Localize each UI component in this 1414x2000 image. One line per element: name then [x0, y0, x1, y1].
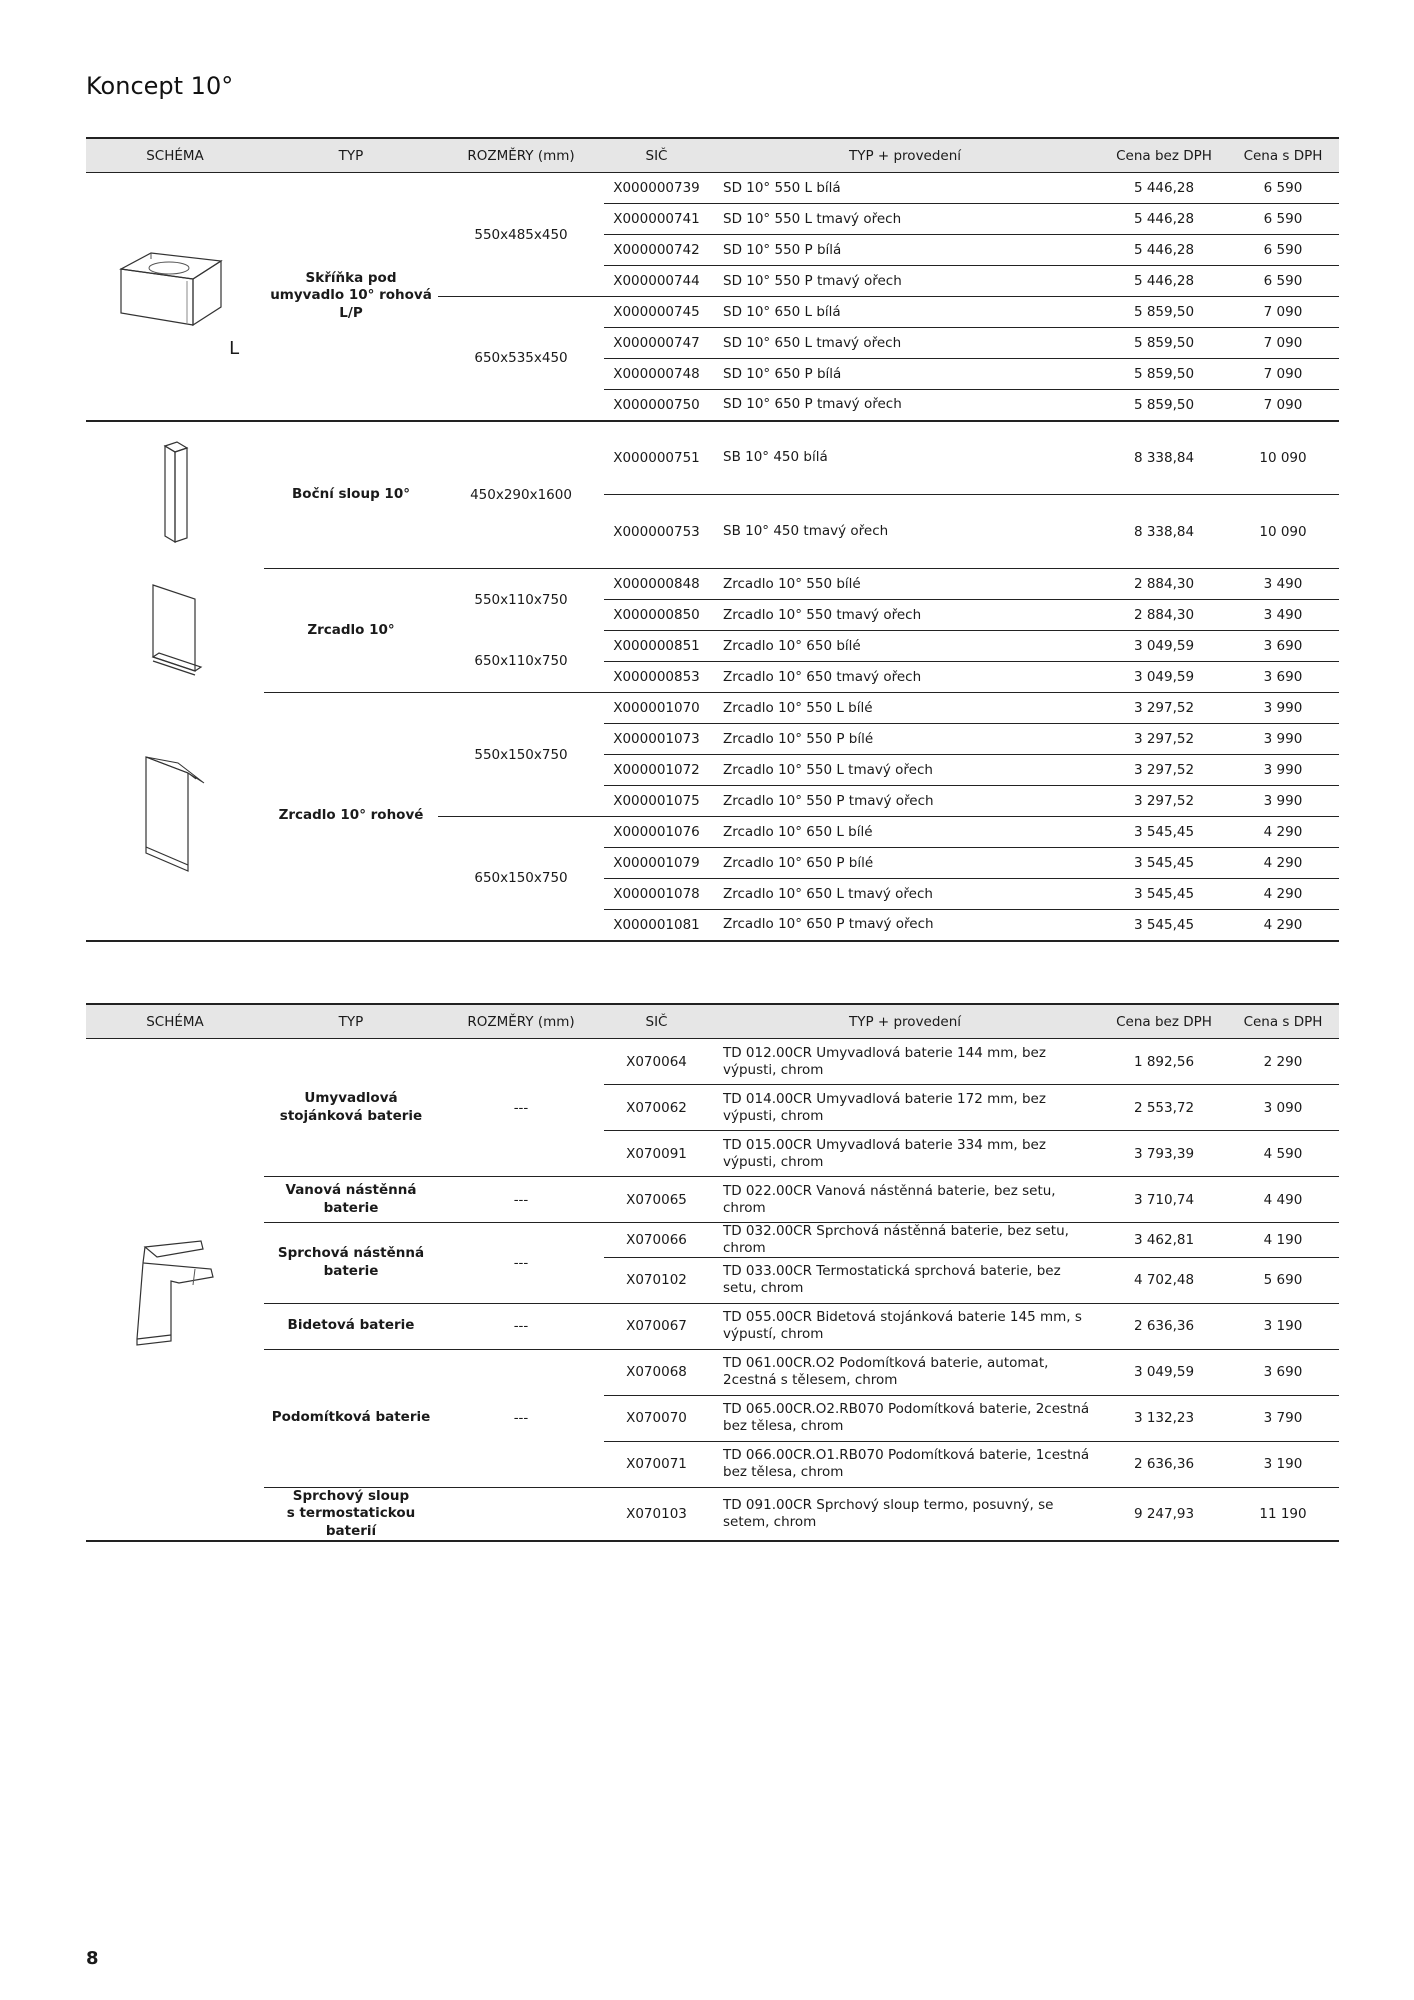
product-desc: Zrcadlo 10° 550 L tmavý ořech [709, 755, 1101, 786]
rozmery-cell: 450x290x1600 [438, 421, 604, 569]
sic-code: X000001081 [604, 910, 709, 941]
price-gross: 3 090 [1227, 1085, 1339, 1131]
price-net: 2 884,30 [1101, 569, 1227, 600]
price-gross: 3 690 [1227, 662, 1339, 693]
rozmery-cell: --- [438, 1223, 604, 1304]
price-gross: 4 190 [1227, 1223, 1339, 1258]
price-net: 5 859,50 [1101, 359, 1227, 390]
price-gross: 6 590 [1227, 173, 1339, 204]
typ-cell: Bidetová baterie [264, 1303, 438, 1349]
schema-cell [86, 1039, 264, 1542]
price-gross: 10 090 [1227, 421, 1339, 495]
table-row [86, 1177, 1339, 1223]
product-desc: Zrcadlo 10° 650 P bílé [709, 848, 1101, 879]
price-gross: 3 690 [1227, 1349, 1339, 1395]
price-gross: 3 190 [1227, 1303, 1339, 1349]
product-desc: TD 066.00CR.O1.RB070 Podomítková baterie, 1cestná bez tělesa, chrom [709, 1441, 1101, 1487]
sic-code: X070102 [604, 1257, 709, 1303]
corner-mirror-icon [130, 749, 220, 883]
price-gross: 3 990 [1227, 786, 1339, 817]
rozmery-cell: --- [438, 1177, 604, 1223]
price-gross: 4 290 [1227, 848, 1339, 879]
price-net: 3 545,45 [1101, 879, 1227, 910]
price-net: 2 884,30 [1101, 600, 1227, 631]
price-net: 3 049,59 [1101, 662, 1227, 693]
sic-code: X000000751 [604, 421, 709, 495]
product-desc: TD 065.00CR.O2.RB070 Podomítková baterie, 2cestná bez tělesa, chrom [709, 1395, 1101, 1441]
product-desc: Zrcadlo 10° 550 L bílé [709, 693, 1101, 724]
product-desc: TD 012.00CR Umyvadlová baterie 144 mm, bez výpusti, chrom [709, 1039, 1101, 1085]
sic-code: X000000753 [604, 495, 709, 569]
table-row [86, 1487, 1339, 1541]
table-row [86, 173, 1339, 204]
header-schema: SCHÉMA [86, 138, 264, 173]
corner-cabinet-icon [111, 239, 231, 353]
price-net: 5 859,50 [1101, 297, 1227, 328]
typ-cell: Zrcadlo 10° [264, 569, 438, 693]
price-gross: 2 290 [1227, 1039, 1339, 1085]
price-net: 3 545,45 [1101, 910, 1227, 941]
product-desc: TD 033.00CR Termostatická sprchová baterie, bez setu, chrom [709, 1257, 1101, 1303]
price-net: 3 297,52 [1101, 693, 1227, 724]
price-gross: 3 990 [1227, 724, 1339, 755]
product-desc: SD 10° 550 L tmavý ořech [709, 204, 1101, 235]
sic-code: X070064 [604, 1039, 709, 1085]
product-desc: SD 10° 650 L bílá [709, 297, 1101, 328]
price-gross: 7 090 [1227, 328, 1339, 359]
product-desc: SB 10° 450 bílá [709, 421, 1101, 495]
header-typ: TYP [264, 138, 438, 173]
price-gross: 6 590 [1227, 235, 1339, 266]
product-desc: SD 10° 650 P bílá [709, 359, 1101, 390]
price-net: 5 446,28 [1101, 173, 1227, 204]
price-gross: 5 690 [1227, 1257, 1339, 1303]
price-gross: 3 190 [1227, 1441, 1339, 1487]
rozmery-cell: 550x485x450 [438, 173, 604, 297]
rozmery-cell [438, 1487, 604, 1541]
header-sic: SIČ [604, 138, 709, 173]
price-gross: 7 090 [1227, 359, 1339, 390]
product-desc: SD 10° 650 P tmavý ořech [709, 390, 1101, 421]
header-price-gross: Cena s DPH [1227, 138, 1339, 173]
price-gross: 11 190 [1227, 1487, 1339, 1541]
price-net: 5 446,28 [1101, 204, 1227, 235]
sic-code: X000000850 [604, 600, 709, 631]
sic-code: X000000750 [604, 390, 709, 421]
typ-cell: Umyvadlová stojánková baterie [264, 1039, 438, 1177]
price-net: 5 446,28 [1101, 235, 1227, 266]
sic-code: X070071 [604, 1441, 709, 1487]
sic-code: X070065 [604, 1177, 709, 1223]
schema-cell [86, 569, 264, 693]
price-gross: 4 290 [1227, 817, 1339, 848]
table-header-row [86, 1004, 1339, 1039]
price-net: 3 545,45 [1101, 848, 1227, 879]
table-row [86, 569, 1339, 600]
typ-cell: Vanová nástěnná baterie [264, 1177, 438, 1223]
typ-cell: Skříňka pod umyvadlo 10° rohová L/P [264, 173, 438, 421]
sic-code: X000001076 [604, 817, 709, 848]
header-price-net: Cena bez DPH [1101, 138, 1227, 173]
price-gross: 7 090 [1227, 297, 1339, 328]
product-desc: SD 10° 550 P tmavý ořech [709, 266, 1101, 297]
side-column-icon [145, 438, 205, 552]
sic-code: X000001075 [604, 786, 709, 817]
price-gross: 4 290 [1227, 879, 1339, 910]
sic-code: X000001073 [604, 724, 709, 755]
sic-code: X070103 [604, 1487, 709, 1541]
product-desc: Zrcadlo 10° 650 P tmavý ořech [709, 910, 1101, 941]
rozmery-cell: 650x150x750 [438, 817, 604, 941]
price-net: 8 338,84 [1101, 421, 1227, 495]
price-gross: 6 590 [1227, 204, 1339, 235]
table-header-row [86, 138, 1339, 173]
sic-code: X000000745 [604, 297, 709, 328]
product-desc: Zrcadlo 10° 550 P tmavý ořech [709, 786, 1101, 817]
price-net: 2 636,36 [1101, 1441, 1227, 1487]
product-desc: Zrcadlo 10° 550 tmavý ořech [709, 600, 1101, 631]
product-desc: TD 032.00CR Sprchová nástěnná baterie, bez setu, chrom [709, 1223, 1101, 1258]
price-net: 3 710,74 [1101, 1177, 1227, 1223]
sic-code: X000000848 [604, 569, 709, 600]
sic-code: X000000742 [604, 235, 709, 266]
rozmery-cell: 550x110x750 [474, 591, 568, 608]
header-typ: TYP [264, 1004, 438, 1039]
rozmery-cell: 650x110x750 [438, 631, 604, 693]
sic-code: X000000744 [604, 266, 709, 297]
price-net: 3 132,23 [1101, 1395, 1227, 1441]
price-gross: 4 590 [1227, 1131, 1339, 1177]
typ-line-1: Sprchový sloup [292, 1487, 410, 1504]
typ-cell: Sprchová nástěnná baterie [264, 1223, 438, 1304]
sic-code: X000000748 [604, 359, 709, 390]
price-net: 2 553,72 [1101, 1085, 1227, 1131]
price-gross: 4 290 [1227, 910, 1339, 941]
rozmery-cell: --- [438, 1303, 604, 1349]
table-row [86, 693, 1339, 724]
typ-cell: Zrcadlo 10° rohové [264, 693, 438, 941]
rozmery-cell: --- [438, 1039, 604, 1177]
product-desc: Zrcadlo 10° 650 tmavý ořech [709, 662, 1101, 693]
price-net: 5 859,50 [1101, 328, 1227, 359]
price-gross: 3 490 [1227, 569, 1339, 600]
typ-line-2: s termostatickou baterií [286, 1505, 416, 1539]
price-net: 9 247,93 [1101, 1487, 1227, 1541]
sic-code: X070066 [604, 1223, 709, 1258]
price-gross: 6 590 [1227, 266, 1339, 297]
mirror-icon [135, 579, 215, 683]
table-row [86, 1303, 1339, 1349]
sic-code: X070062 [604, 1085, 709, 1131]
sic-code: X070067 [604, 1303, 709, 1349]
price-gross: 7 090 [1227, 390, 1339, 421]
product-desc: TD 091.00CR Sprchový sloup termo, posuvný, se setem, chrom [709, 1487, 1101, 1541]
price-net: 3 793,39 [1101, 1131, 1227, 1177]
product-desc: SD 10° 550 P bílá [709, 235, 1101, 266]
product-desc: SD 10° 550 L bílá [709, 173, 1101, 204]
product-desc: TD 022.00CR Vanová nástěnná baterie, bez setu, chrom [709, 1177, 1101, 1223]
price-net: 3 545,45 [1101, 817, 1227, 848]
sic-code: X000000853 [604, 662, 709, 693]
table-row [86, 1039, 1339, 1085]
sic-code: X000000747 [604, 328, 709, 359]
faucet-price-table [86, 1003, 1339, 1542]
price-net: 5 446,28 [1101, 266, 1227, 297]
typ-cell: Boční sloup 10° [264, 421, 438, 569]
price-net: 3 297,52 [1101, 724, 1227, 755]
price-net: 3 462,81 [1101, 1223, 1227, 1258]
sic-code: X000001078 [604, 879, 709, 910]
price-net: 3 297,52 [1101, 755, 1227, 786]
product-desc: TD 015.00CR Umyvadlová baterie 334 mm, bez výpusti, chrom [709, 1131, 1101, 1177]
header-price-net: Cena bez DPH [1101, 1004, 1227, 1039]
rozmery-cell: 650x535x450 [438, 297, 604, 421]
product-desc: Zrcadlo 10° 650 bílé [709, 631, 1101, 662]
schema-cell [86, 693, 264, 941]
schema-cell [86, 173, 264, 421]
price-gross: 3 990 [1227, 755, 1339, 786]
price-gross: 3 490 [1227, 600, 1339, 631]
product-desc: SB 10° 450 tmavý ořech [709, 495, 1101, 569]
product-desc: Zrcadlo 10° 550 P bílé [709, 724, 1101, 755]
price-gross: 10 090 [1227, 495, 1339, 569]
price-net: 5 859,50 [1101, 390, 1227, 421]
header-desc: TYP + provedení [709, 1004, 1101, 1039]
price-net: 3 297,52 [1101, 786, 1227, 817]
furniture-price-table [86, 137, 1339, 942]
sic-code: X070091 [604, 1131, 709, 1177]
header-rozmery: ROZMĚRY (mm) [438, 1004, 604, 1039]
header-sic: SIČ [604, 1004, 709, 1039]
sic-code: X000000851 [604, 631, 709, 662]
sic-code: X000000739 [604, 173, 709, 204]
page-title: Koncept 10° [86, 72, 234, 100]
product-desc: Zrcadlo 10° 550 bílé [709, 569, 1101, 600]
price-net: 1 892,56 [1101, 1039, 1227, 1085]
price-gross: 3 790 [1227, 1395, 1339, 1441]
page-number: 8 [86, 1948, 99, 1969]
price-net: 2 636,36 [1101, 1303, 1227, 1349]
price-net: 3 049,59 [1101, 631, 1227, 662]
sic-code: X000001070 [604, 693, 709, 724]
price-net: 4 702,48 [1101, 1257, 1227, 1303]
product-desc: TD 061.00CR.O2 Podomítková baterie, automat, 2cestná s tělesem, chrom [709, 1349, 1101, 1395]
product-desc: TD 014.00CR Umyvadlová baterie 172 mm, bez výpusti, chrom [709, 1085, 1101, 1131]
icon-label-L: L [229, 338, 240, 360]
price-net: 8 338,84 [1101, 495, 1227, 569]
header-price-gross: Cena s DPH [1227, 1004, 1339, 1039]
header-rozmery: ROZMĚRY (mm) [438, 138, 604, 173]
table-row [86, 1349, 1339, 1395]
price-gross: 3 990 [1227, 693, 1339, 724]
price-net: 3 049,59 [1101, 1349, 1227, 1395]
rozmery-cell: 550x150x750 [438, 693, 604, 817]
sic-code: X070068 [604, 1349, 709, 1395]
table-row [86, 421, 1339, 495]
product-desc: Zrcadlo 10° 650 L bílé [709, 817, 1101, 848]
typ-cell: Podomítková baterie [264, 1349, 438, 1487]
table-row [86, 1223, 1339, 1258]
faucet-icon [115, 1223, 235, 1357]
price-gross: 3 690 [1227, 631, 1339, 662]
sic-code: X000001072 [604, 755, 709, 786]
price-gross: 4 490 [1227, 1177, 1339, 1223]
header-desc: TYP + provedení [709, 138, 1101, 173]
sic-code: X070070 [604, 1395, 709, 1441]
product-desc: TD 055.00CR Bidetová stojánková baterie 145 mm, s výpustí, chrom [709, 1303, 1101, 1349]
product-desc: Zrcadlo 10° 650 L tmavý ořech [709, 879, 1101, 910]
sic-code: X000000741 [604, 204, 709, 235]
typ-cell [264, 1487, 438, 1541]
sic-code: X000001079 [604, 848, 709, 879]
schema-cell [86, 421, 264, 569]
rozmery-cell: --- [438, 1349, 604, 1487]
product-desc: SD 10° 650 L tmavý ořech [709, 328, 1101, 359]
header-schema: SCHÉMA [86, 1004, 264, 1039]
